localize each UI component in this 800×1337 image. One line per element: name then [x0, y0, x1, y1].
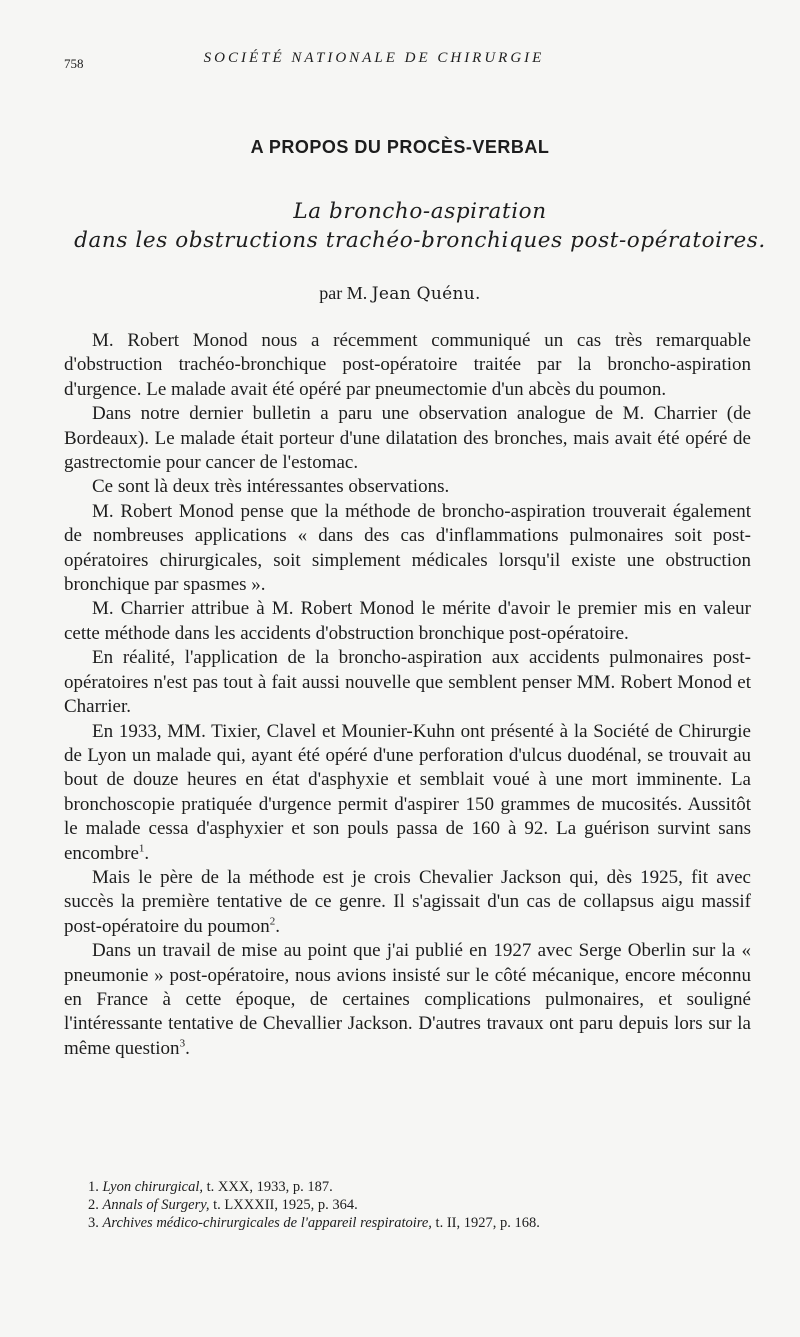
paragraph-end: .: [144, 842, 150, 864]
paragraph-end: .: [185, 1037, 190, 1059]
footnote-source: Lyon chirurgical,: [102, 1179, 204, 1195]
footnote-ref: 2: [269, 915, 276, 928]
paragraph: [64, 720, 751, 866]
footnote-number: 3.: [88, 1215, 99, 1231]
byline: [0, 283, 800, 304]
footnote-ref: 3: [179, 1037, 186, 1050]
footnote: [88, 1214, 748, 1232]
footnote: [88, 1178, 748, 1196]
footnote-number: 2.: [88, 1197, 99, 1213]
page-number: 758: [64, 56, 84, 71]
paragraph-end: .: [275, 915, 281, 937]
article-body: [64, 329, 751, 1061]
paragraph: En réalité, l'application de la broncho-aspiration aux accidents pulmonaires post-opératoires n'est pas tout à fait aussi nouvelle que semblent penser MM. Robert Monod et Charrier.: [64, 647, 751, 718]
footnote: [88, 1196, 748, 1214]
page-header: [64, 50, 684, 78]
article-title-line-2: dans les obstructions trachéo-bronchiques post-opératoires.: [74, 228, 766, 253]
footnotes: [88, 1178, 748, 1232]
paragraph: Dans notre dernier bulletin a paru une observation analogue de M. Charrier (de Bordeaux). Le malade était porteur d'une dilatation des bronches, mais avait été opéré de gastrectomie pour cancer de l'estomac.: [64, 403, 751, 474]
paragraph: Ce sont là deux très intéressantes observations.: [92, 476, 450, 498]
footnote-details: t. II, 1927, p. 168.: [431, 1215, 540, 1231]
paragraph-text: Dans un travail de mise au point que j'ai publié en 1927 avec Serge Oberlin sur la « pneumonie » post-opératoire, nous avions insisté sur le côté mécanique, encore méconnu en France à cette époque, de certaines complications pulmonaires, et souligné l'intéressante tentative de Chevallier Jackson. D'autres travaux ont paru depuis lors sur la même question: [64, 940, 751, 1059]
footnote-details: t. XXX, 1933, p. 187.: [203, 1179, 333, 1195]
running-title: SOCIÉTÉ NATIONALE DE CHIRURGIE: [203, 50, 545, 66]
section-heading: A PROPOS DU PROCÈS-VERBAL: [250, 137, 550, 157]
footnote-ref: 1: [138, 842, 145, 855]
byline-prefix: par M.: [319, 283, 368, 303]
paragraph: M. Charrier attribue à M. Robert Monod le mérite d'avoir le premier mis en valeur cette méthode dans les accidents d'obstruction bronchique post-opératoire.: [64, 598, 751, 644]
footnote-details: t. LXXXII, 1925, p. 364.: [209, 1197, 358, 1213]
author-name: Jean Quénu.: [371, 284, 481, 304]
paragraph-text: Mais le père de la méthode est je crois Chevalier Jackson qui, dès 1925, fit avec succès la première tentative de ce genre. Il s'agissait d'un cas de collapsus aigu massif post-opératoire du poumon: [64, 866, 751, 937]
paragraph: M. Robert Monod nous a récemment communiqué un cas très remarquable d'obstruction trachéo-bronchique post-opératoire traitée par la broncho-aspiration d'urgence. Le malade avait été opéré par pneumectomie d'un abcès du poumon.: [64, 330, 751, 400]
paragraph: [64, 939, 751, 1061]
article-title-line-1: La broncho-aspiration: [293, 199, 547, 224]
footnote-source: Archives médico-chirurgicales de l'appareil respiratoire,: [102, 1215, 432, 1231]
paragraph-text: En 1933, MM. Tixier, Clavel et Mounier-Kuhn ont présenté à la Société de Chirurgie de Lyon un malade qui, ayant été opéré d'une perforation d'ulcus duodénal, se trouvait au bout de douze heures en état d'asphyxie et semblait voué à une mort imminente. La bronchoscopie pratiquée d'urgence permit d'aspirer 150 grammes de mucosités. Aussitôt le malade cessa d'asphyxier et son pouls passa de 160 à 92. La guérison survint sans encombre: [64, 720, 751, 864]
footnote-source: Annals of Surgery,: [102, 1197, 210, 1213]
footnote-number: 1.: [88, 1179, 99, 1195]
paragraph: [64, 866, 751, 939]
paragraph: M. Robert Monod pense que la méthode de broncho-aspiration trouverait également de nombreuses applications « dans des cas d'inflammations pulmonaires soit post-opératoires chirurgicales, soit simplement médicales lorsqu'il existe une obstruction bronchique par spasmes ».: [64, 500, 751, 596]
